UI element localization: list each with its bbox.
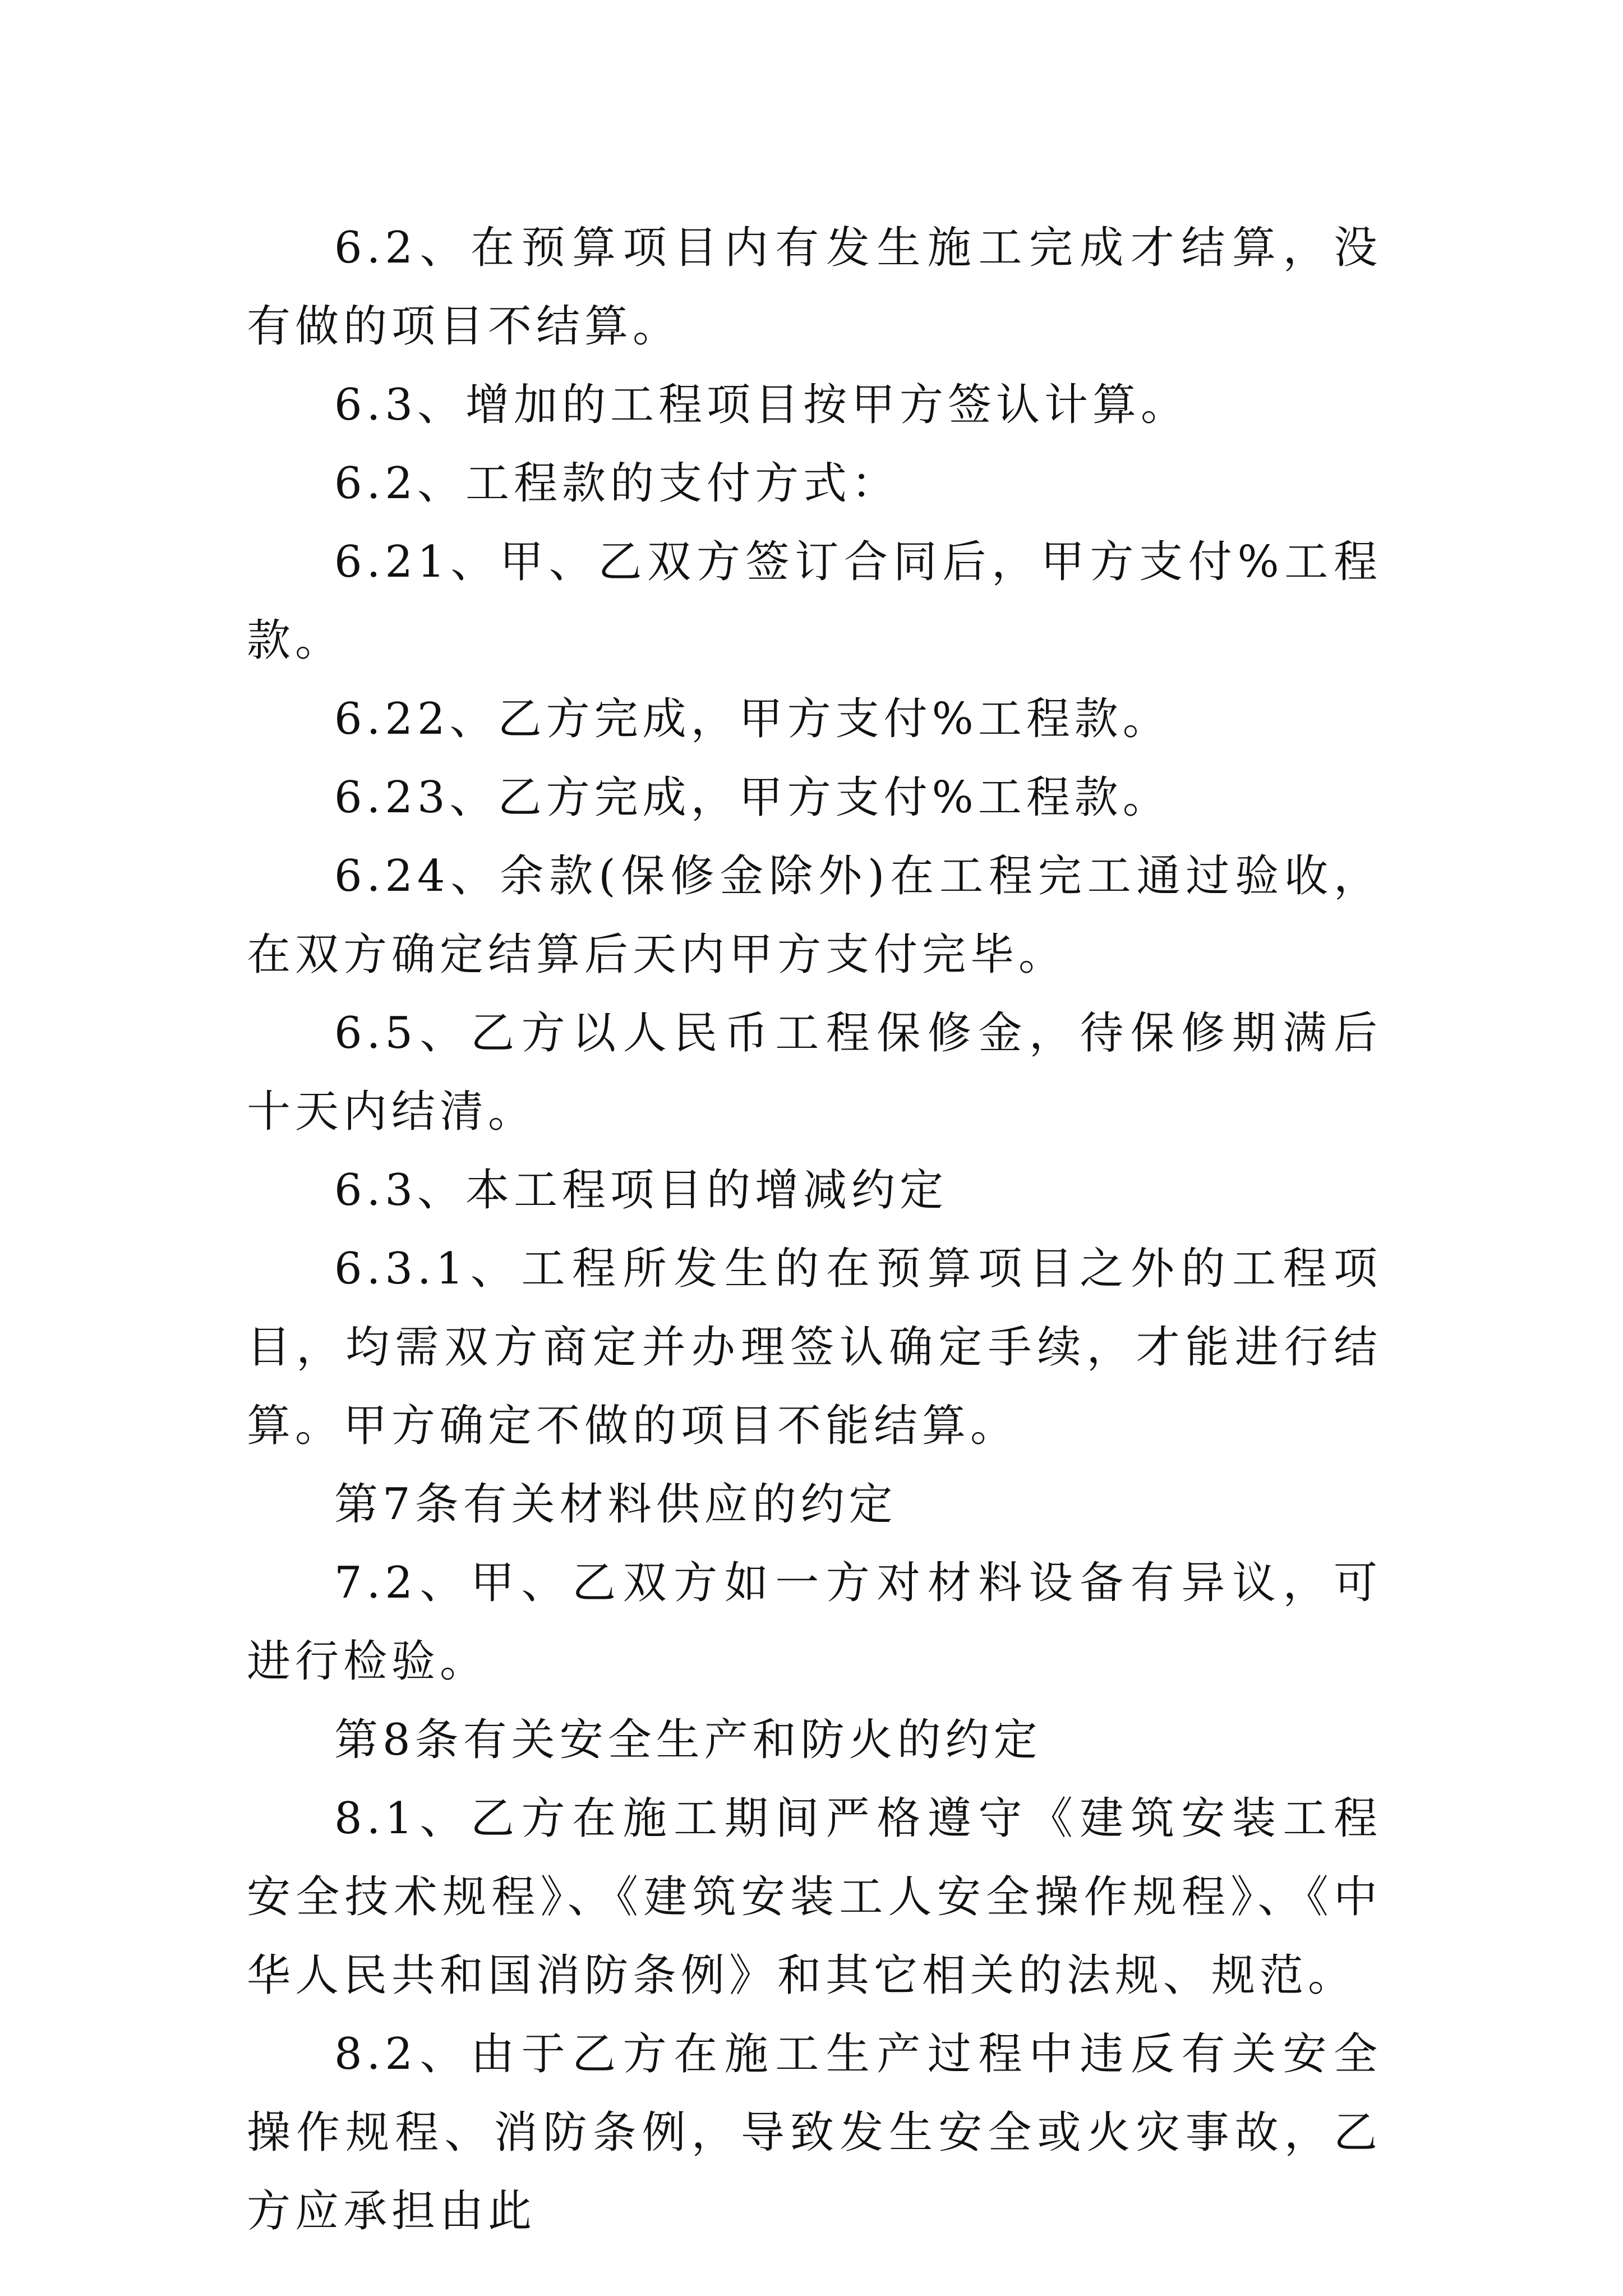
paragraph-6-21: 6.21、甲、乙双方签订合同后，甲方支付%工程款。 xyxy=(247,537,1382,666)
article-7-heading: 第7条有关材料供应的约定 xyxy=(334,1479,897,1530)
article-8-heading: 第8条有关安全生产和防火的约定 xyxy=(334,1715,1042,1765)
paragraph-6-2-payment-method: 6.2、工程款的支付方式： xyxy=(334,458,900,509)
paragraph-6-24: 6.24、余款(保修金除外)在工程完工通过验收，在双方确定结算后天内甲方支付完毕。 xyxy=(247,851,1382,980)
paragraph-6-5: 6.5、乙方以人民币工程保修金，待保修期满后十天内结清。 xyxy=(247,1008,1382,1137)
paragraph-6-3-adjustments: 6.3、本工程项目的增减约定 xyxy=(334,1165,948,1216)
paragraph-7-2: 7.2、甲、乙双方如一方对材料设备有异议，可进行检验。 xyxy=(247,1558,1382,1687)
paragraph-6-3-1: 6.3.1、工程所发生的在预算项目之外的工程项目，均需双方商定并办理签认确定手续，才能进行结算。甲方确定不做的项目不能结算。 xyxy=(247,1244,1382,1451)
paragraph-8-2: 8.2、由于乙方在施工生产过程中违反有关安全操作规程、消防条例，导致发生安全或火灾事故，乙方应承担由此 xyxy=(247,2029,1382,2237)
paragraph-6-23: 6.23、乙方完成，甲方支付%工程款。 xyxy=(334,772,1171,823)
paragraph-6-22: 6.22、乙方完成，甲方支付%工程款。 xyxy=(334,694,1171,744)
document-body xyxy=(247,209,1382,2251)
paragraph-6-2-settlement: 6.2、在预算项目内有发生施工完成才结算，没有做的项目不结算。 xyxy=(247,223,1382,352)
paragraph-8-1: 8.1、乙方在施工期间严格遵守《建筑安装工程安全技术规程》、《建筑安装工人安全操作规程》、《中华人民共和国消防条例》和其它相关的法规、规范。 xyxy=(247,1793,1382,2001)
paragraph-6-3-added-items: 6.3、增加的工程项目按甲方签认计算。 xyxy=(334,380,1189,430)
